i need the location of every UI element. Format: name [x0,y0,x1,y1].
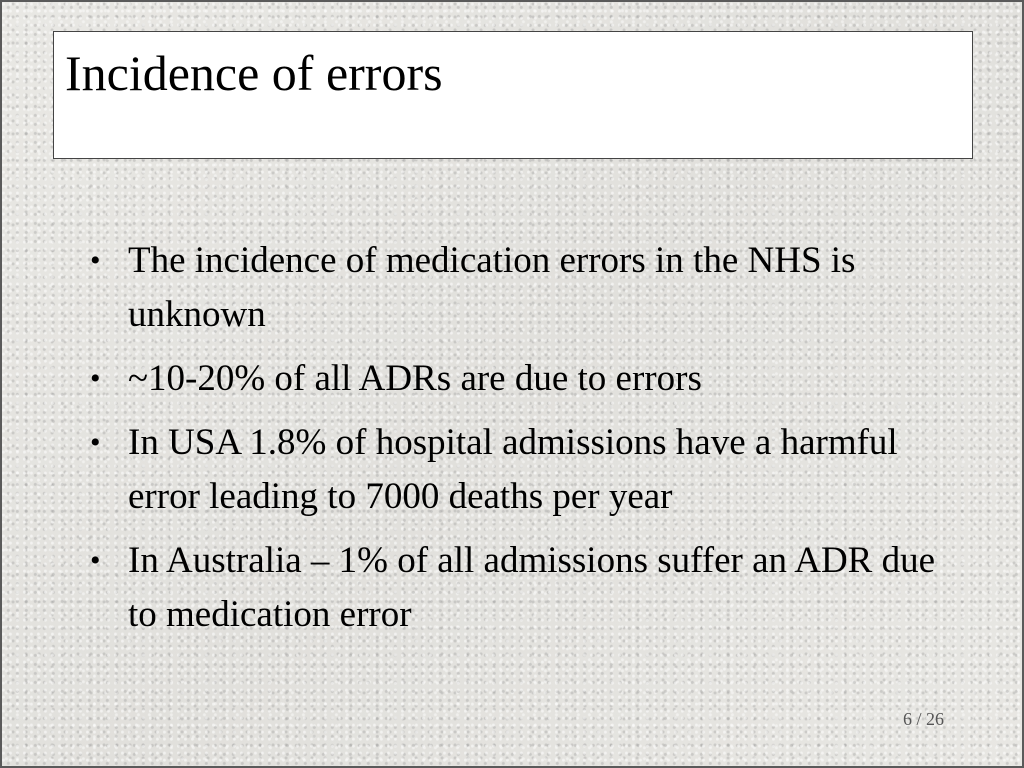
bullet-dot-icon: • [90,362,101,395]
slide-title: Incidence of errors [65,45,443,101]
bullet-dot-icon: • [90,244,101,277]
bullet-list [90,234,950,652]
bullet-text: The incidence of medication errors in the NHS is unknown [128,240,856,335]
bullet-dot-icon: • [90,426,101,459]
bullet-item [90,352,950,406]
bullet-text: ~10-20% of all ADRs are due to errors [128,358,702,399]
bullet-item [90,534,950,642]
bullet-dot-icon: • [90,544,101,577]
title-box [53,31,973,159]
bullet-text: In USA 1.8% of hospital admissions have a harmful error leading to 7000 deaths per year [128,422,898,517]
page-number: 6 / 26 [902,709,944,729]
bullet-item [90,234,950,342]
bullet-text: In Australia – 1% of all admissions suffer an ADR due to medication error [128,540,936,635]
bullet-item [90,416,950,524]
